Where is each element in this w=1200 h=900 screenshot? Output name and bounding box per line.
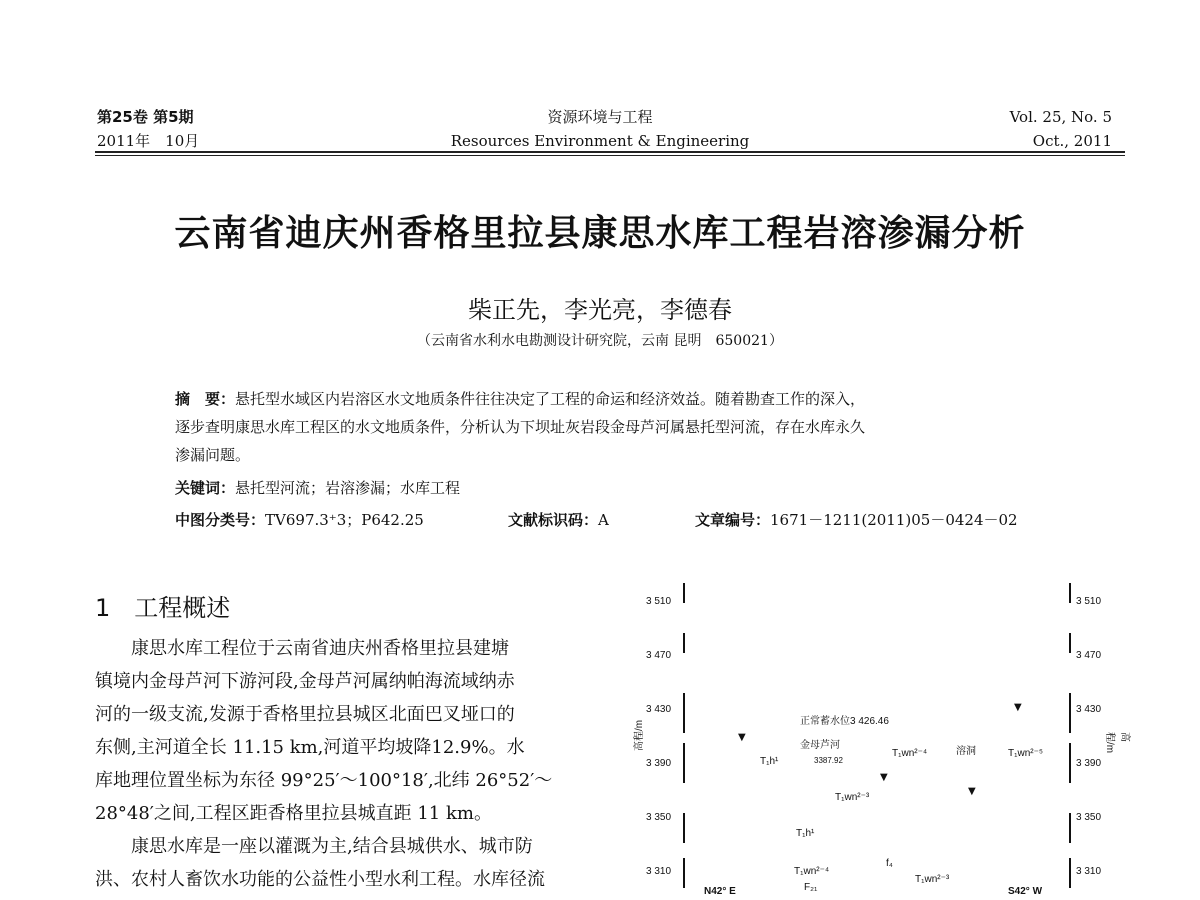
ylabel-left: 高程/m: [634, 719, 646, 752]
art-label: 文章编号：: [695, 511, 771, 529]
right-tick-label: 3 510: [1076, 596, 1102, 607]
journal-name-cn: 资源环境与工程: [547, 108, 653, 126]
left-tick-label: 3 390: [646, 758, 672, 769]
para-line: 洪、农村人畜饮水功能的公益性小型水利工程。水库径流: [95, 869, 545, 890]
marker-triangle-icon: ▼: [880, 772, 888, 783]
date-en: Oct., 2011: [1032, 132, 1112, 150]
marker-triangle-icon: ▼: [968, 786, 976, 797]
left-tick-label: 3 350: [646, 812, 672, 823]
header-rule-thin: [95, 155, 1125, 156]
right-axis-segment: [1069, 693, 1071, 733]
clc-label: 中图分类号：: [175, 511, 266, 529]
authors: 柴正先，李光亮，李德春: [468, 296, 732, 324]
left-tick-label: 3 310: [646, 866, 672, 877]
right-tick-label: 3 310: [1076, 866, 1102, 877]
clc-value: TV697.3⁺3；P642.25: [265, 511, 424, 529]
right-axis-segment: [1069, 813, 1071, 843]
left-axis-segment: [683, 583, 685, 603]
direction-right: S42° W: [1008, 886, 1043, 897]
stratum-label: T₁h¹: [760, 756, 779, 767]
para-line: 康思水库是一座以灌溉为主,结合县城供水、城市防: [131, 836, 533, 857]
para-line: 库地理位置坐标为东径 99°25′～100°18′,北纬 26°52′～: [95, 770, 553, 791]
clc-number: [175, 506, 424, 534]
left-tick-label: 3 510: [646, 596, 672, 607]
right-axis-segment: [1069, 583, 1071, 603]
para-line: 康思水库工程位于云南省迪庆州香格里拉县建塘: [131, 638, 509, 659]
right-axis-segment: [1069, 633, 1071, 653]
abstract-line: 逐步查明康思水库工程区的水文地质条件，分析认为下坝址灰岩段金母芦河属悬托型河流，存在水库永久: [175, 418, 866, 436]
article-number: [695, 506, 1018, 534]
marker-triangle-icon: ▼: [738, 732, 746, 743]
cave-label: 溶洞: [956, 746, 976, 757]
right-tick-label: 3 430: [1076, 704, 1102, 715]
direction-left: N42° E: [704, 886, 736, 897]
doc-code: [508, 506, 609, 534]
section1-body: [95, 632, 595, 896]
keywords: [175, 474, 460, 502]
fault-f21-label: F₂₁: [804, 882, 818, 893]
doc-value: A: [598, 511, 609, 529]
left-axis-segment: [683, 693, 685, 733]
paper-title: 云南省迪庆州香格里拉县康思水库工程岩溶渗漏分析: [174, 213, 1026, 254]
abstract-line: 悬托型水域区内岩溶区水文地质条件往往决定了工程的命运和经济效益。随着勘查工作的深入，: [235, 390, 866, 408]
para-line: 东侧,主河道全长 11.15 km,河道平均坡降12.9%。水: [95, 737, 525, 758]
left-axis-segment: [683, 633, 685, 653]
stratum-label: T₁wn²⁻⁵: [1008, 748, 1044, 759]
abstract-line: 渗漏问题。: [175, 446, 251, 464]
ylabel-right: 高程/m: [1104, 732, 1130, 754]
left-axis-segment: [683, 858, 685, 888]
publication-date: 2011年 10月: [97, 132, 200, 150]
left-tick-label: 3 470: [646, 650, 672, 661]
river-label: 金母芦河: [800, 740, 840, 751]
stratum-label: T₁h¹: [796, 828, 815, 839]
volume-issue: 第25卷 第5期: [97, 108, 194, 126]
left-axis-segment: [683, 743, 685, 783]
journal-name-en: Resources Environment & Engineering: [450, 132, 750, 150]
right-tick-label: 3 470: [1076, 650, 1102, 661]
right-tick-label: 3 350: [1076, 812, 1102, 823]
stratum-label: T₁wn²⁻⁴: [794, 866, 830, 877]
water-level-label: 正常蓄水位3 426.46: [800, 716, 889, 727]
abstract: [175, 385, 1055, 469]
right-axis-segment: [1069, 858, 1071, 888]
para-line: 28°48′之间,工程区距香格里拉县城直距 11 km。: [95, 803, 492, 824]
section-heading: 1 工程概述: [95, 594, 231, 622]
vol-no-en: Vol. 25, No. 5: [1009, 108, 1112, 126]
keywords-text: 悬托型河流；岩溶渗漏；水库工程: [235, 479, 461, 497]
abstract-label: 摘 要：: [175, 390, 236, 408]
affiliation: （云南省水利水电勘测设计研究院，云南 昆明 650021）: [417, 333, 783, 349]
para-line: 镇境内金母芦河下游河段,金母芦河属纳帕海流域纳赤: [95, 671, 515, 692]
para-line: 河的一级支流,发源于香格里拉县城区北面巴叉垭口的: [95, 704, 515, 725]
cross-section-figure: [630, 578, 1130, 900]
fault-f4-label: f₄: [886, 858, 893, 869]
art-value: 1671－1211(2011)05－0424－02: [770, 511, 1018, 529]
stratum-label: T₁wn²⁻³: [915, 874, 950, 885]
header-rule: [95, 151, 1125, 153]
marker-triangle-icon: ▼: [1014, 702, 1022, 713]
elevation-point-label: 3387.92: [814, 756, 843, 765]
stratum-label: T₁wn²⁻⁴: [892, 748, 928, 759]
left-tick-label: 3 430: [646, 704, 672, 715]
right-axis-segment: [1069, 743, 1071, 783]
left-axis-segment: [683, 813, 685, 843]
doc-label: 文献标识码：: [508, 511, 599, 529]
stratum-label: T₁wn²⁻³: [835, 792, 870, 803]
keywords-label: 关键词：: [175, 479, 236, 497]
right-tick-label: 3 390: [1076, 758, 1102, 769]
